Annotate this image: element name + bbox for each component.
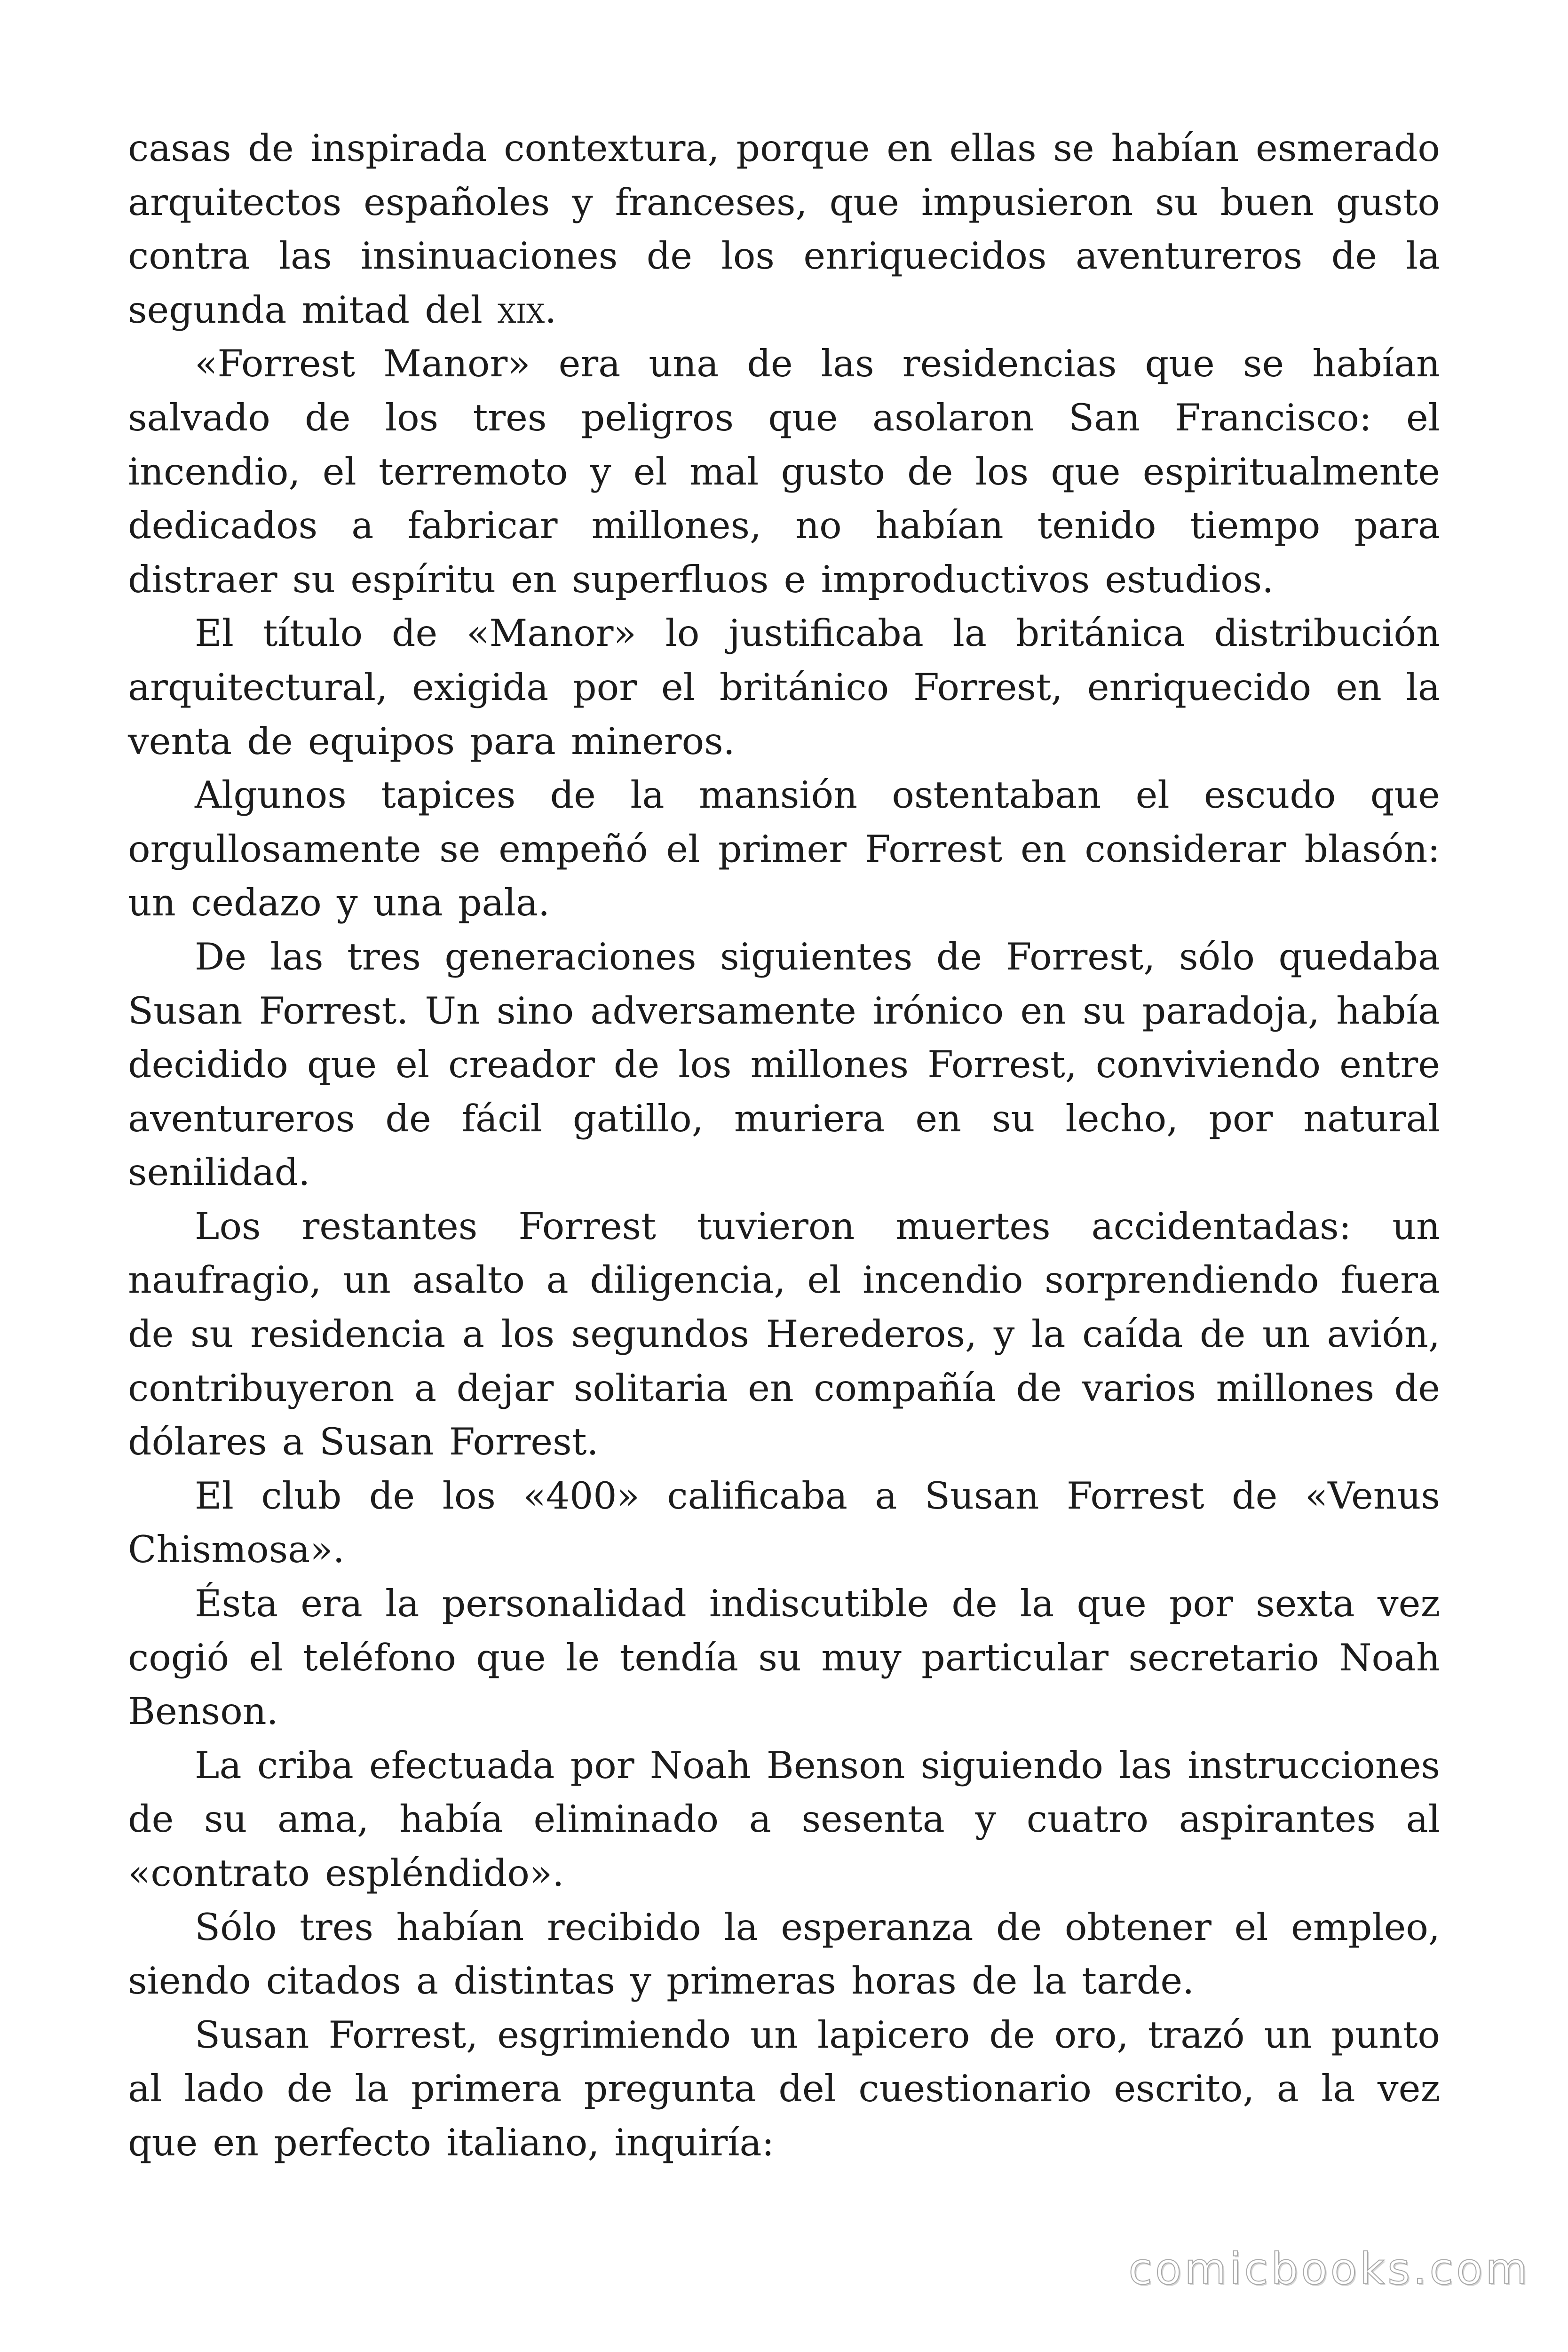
century-numeral: xix (498, 288, 545, 332)
paragraph-11: Susan Forrest, esgrimiendo un lapicero de oro, trazó un punto al lado de la primera pregunta del cuestionario escrito, a la vez que en perfecto italiano, inquiría: (128, 2013, 1440, 2164)
paragraph-8: Ésta era la personalidad indiscutible de la que por sexta vez cogió el teléfono que le tendía su muy particular secretario Noah Benson. (128, 1582, 1440, 1733)
paragraph-7: El club de los «400» calificaba a Susan Forrest de «Venus Chismosa». (128, 1474, 1440, 1572)
paragraph-1-end: . (545, 288, 557, 332)
watermark-logo: comicbooks.com (1128, 2244, 1530, 2294)
paragraph-4: Algunos tapices de la mansión ostentaban el escudo que orgullosamente se empeñó el primer Forrest en considerar blasón: un cedazo y una pala. (128, 773, 1440, 925)
page-body-text (128, 121, 1440, 2170)
paragraph-10: Sólo tres habían recibido la esperanza de obtener el empleo, siendo citados a distintas y primeras horas de la tarde. (128, 1905, 1440, 2003)
paragraph-1 (128, 121, 1440, 337)
paragraph-5: De las tres generaciones siguientes de Forrest, sólo quedaba Susan Forrest. Un sino adversamente irónico en su paradoja, había decidido que el creador de los millones Forrest, conviviendo entre aventureros de fácil gatillo, muriera en su lecho, por natural senilidad. (128, 935, 1440, 1194)
paragraph-2: «Forrest Manor» era una de las residencias que se habían salvado de los tres peligros que asolaron San Francisco: el incendio, el terremoto y el mal gusto de los que espiritualmente dedicados a fabricar millones, no habían tenido tiempo para distraer su espíritu en superfluos e improductivos estudios. (128, 342, 1440, 601)
paragraph-9: La criba efectuada por Noah Benson siguiendo las instrucciones de su ama, había eliminado a sesenta y cuatro aspirantes al «contrato espléndido». (128, 1743, 1440, 1895)
paragraph-1-text: casas de inspirada contextura, porque en ellas se habían esmerado arquitectos españoles y franceses, que impusieron su buen gusto contra las insinuaciones de los enriquecidos aventureros de la segunda mitad del (128, 127, 1440, 332)
paragraph-3: El título de «Manor» lo justificaba la británica distribución arquitectural, exigida por el británico Forrest, enriquecido en la venta de equipos para mineros. (128, 612, 1440, 763)
paragraph-6: Los restantes Forrest tuvieron muertes accidentadas: un naufragio, un asalto a diligencia, el incendio sorprendiendo fuera de su residencia a los segundos Herederos, y la caída de un avión, contribuyeron a dejar solitaria en compañía de varios millones de dólares a Susan Forrest. (128, 1204, 1440, 1464)
